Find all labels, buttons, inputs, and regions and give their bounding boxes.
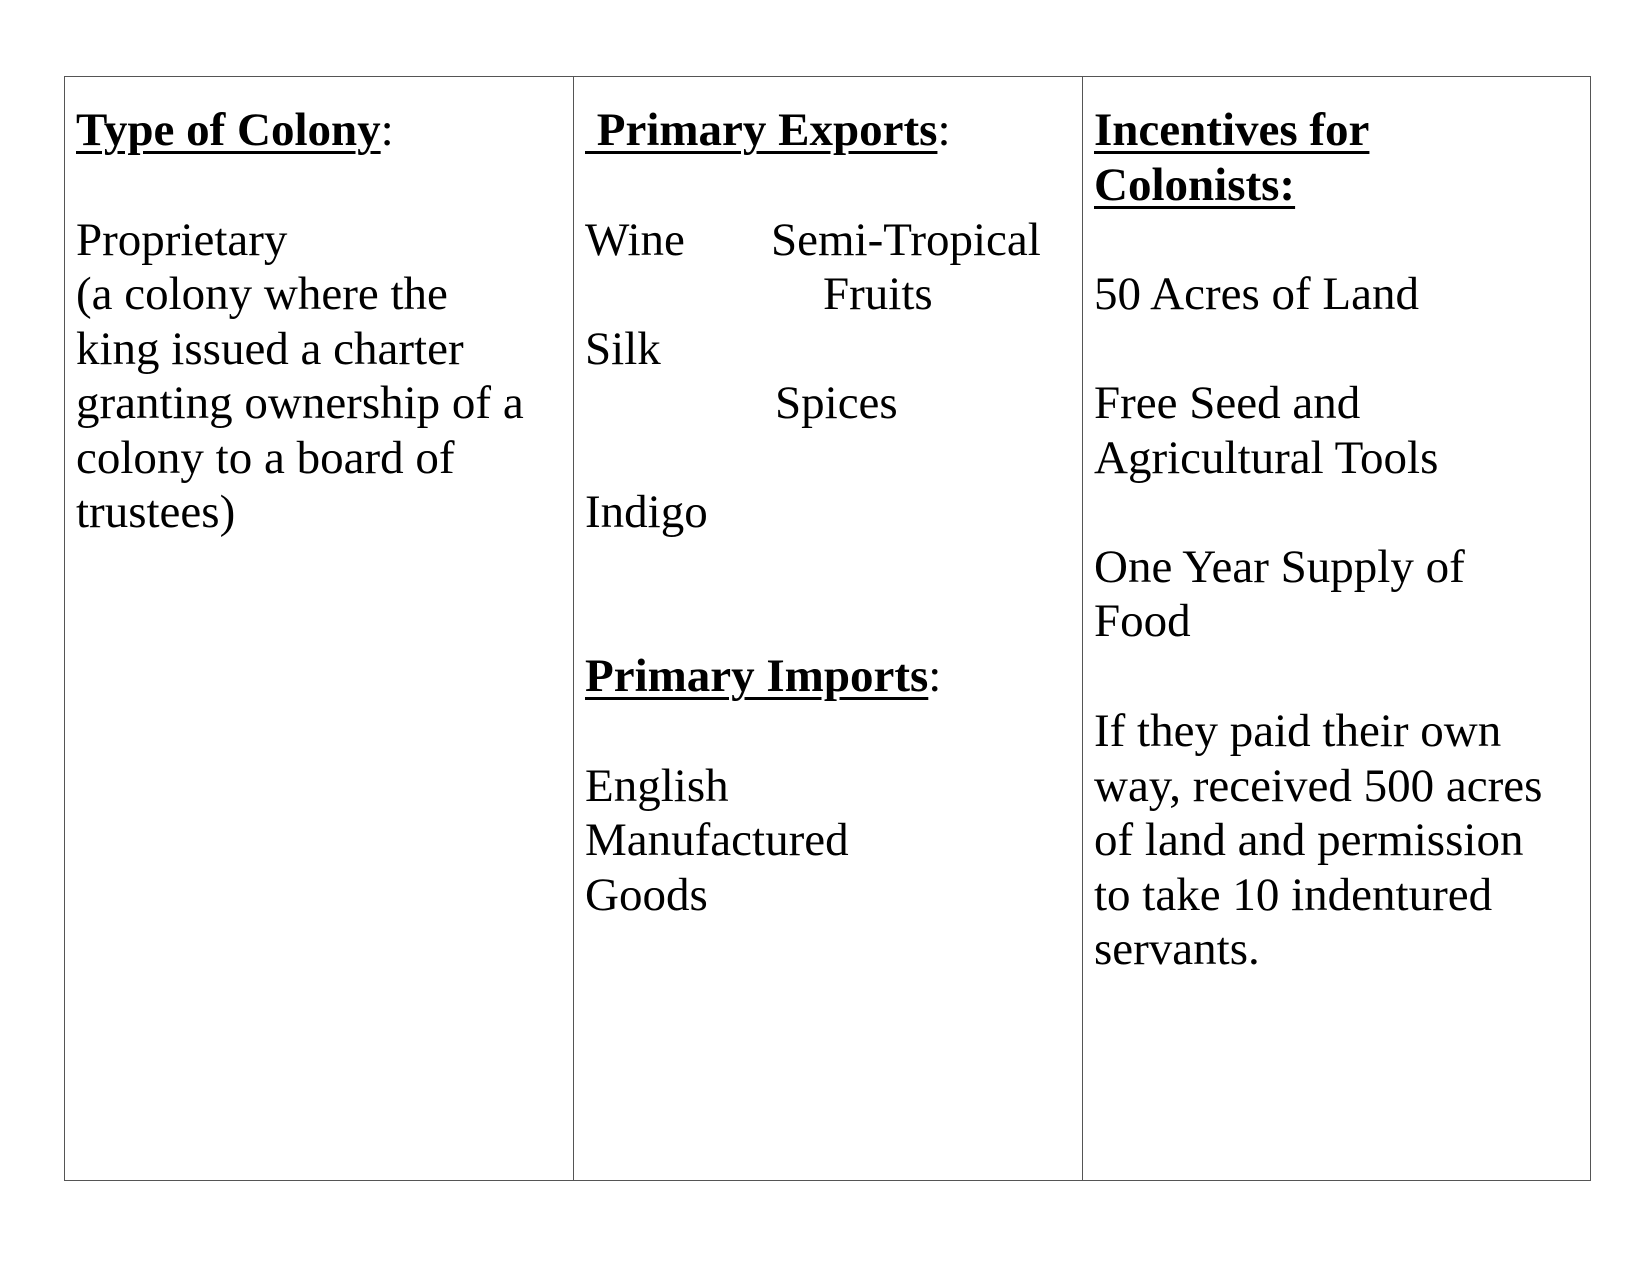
imports-heading: Primary Imports: [585, 650, 929, 702]
definition-line: king issued a charter: [76, 323, 464, 375]
type-of-colony-column: [65, 77, 574, 1180]
type-of-colony-colon: :: [380, 104, 394, 156]
export-semi-tropical: Semi-Tropical: [771, 214, 1041, 266]
incentive-land: 50 Acres of Land: [1094, 268, 1419, 320]
incentive-own-way-line: servants.: [1094, 923, 1260, 975]
export-indigo: Indigo: [585, 486, 708, 538]
import-line: Manufactured: [585, 814, 849, 866]
imports-heading-line: [585, 647, 941, 705]
incentive-seed-line: Free Seed and: [1094, 377, 1361, 429]
exports-heading-line: [585, 101, 951, 159]
import-line: Goods: [585, 869, 708, 921]
incentive-own-way-line: of land and permission: [1094, 814, 1524, 866]
export-wine: Wine: [585, 214, 685, 266]
definition-line: colony to a board of: [76, 432, 455, 484]
imports-colon: :: [928, 650, 942, 702]
exports-colon: :: [937, 104, 951, 156]
incentives-column: [1083, 77, 1590, 1180]
export-silk: Silk: [585, 323, 661, 375]
incentive-own-way-line: way, received 500 acres: [1094, 760, 1543, 812]
incentives-heading-line-1: Incentives for: [1094, 104, 1370, 156]
definition-line: granting ownership of a: [76, 377, 524, 429]
export-spices: Spices: [775, 377, 898, 429]
incentive-seed-line: Agricultural Tools: [1094, 432, 1439, 484]
exports-imports-column: [574, 77, 1083, 1180]
incentive-food-line: One Year Supply of: [1094, 541, 1465, 593]
type-of-colony-heading-line: [76, 101, 394, 159]
incentive-own-way-line: to take 10 indentured: [1094, 869, 1493, 921]
type-of-colony-heading: Type of Colony: [76, 104, 381, 156]
incentives-heading-line-2: Colonists:: [1094, 159, 1296, 211]
exports-heading: Primary Exports: [585, 104, 938, 156]
incentive-food-line: Food: [1094, 595, 1191, 647]
export-fruits: Fruits: [823, 268, 933, 320]
incentive-own-way-line: If they paid their own: [1094, 705, 1502, 757]
definition-line: trustees): [76, 486, 236, 538]
import-line: English: [585, 760, 729, 812]
colony-type-value: Proprietary: [76, 214, 288, 266]
definition-line: (a colony where the: [76, 268, 448, 320]
colony-info-table: [64, 76, 1591, 1181]
